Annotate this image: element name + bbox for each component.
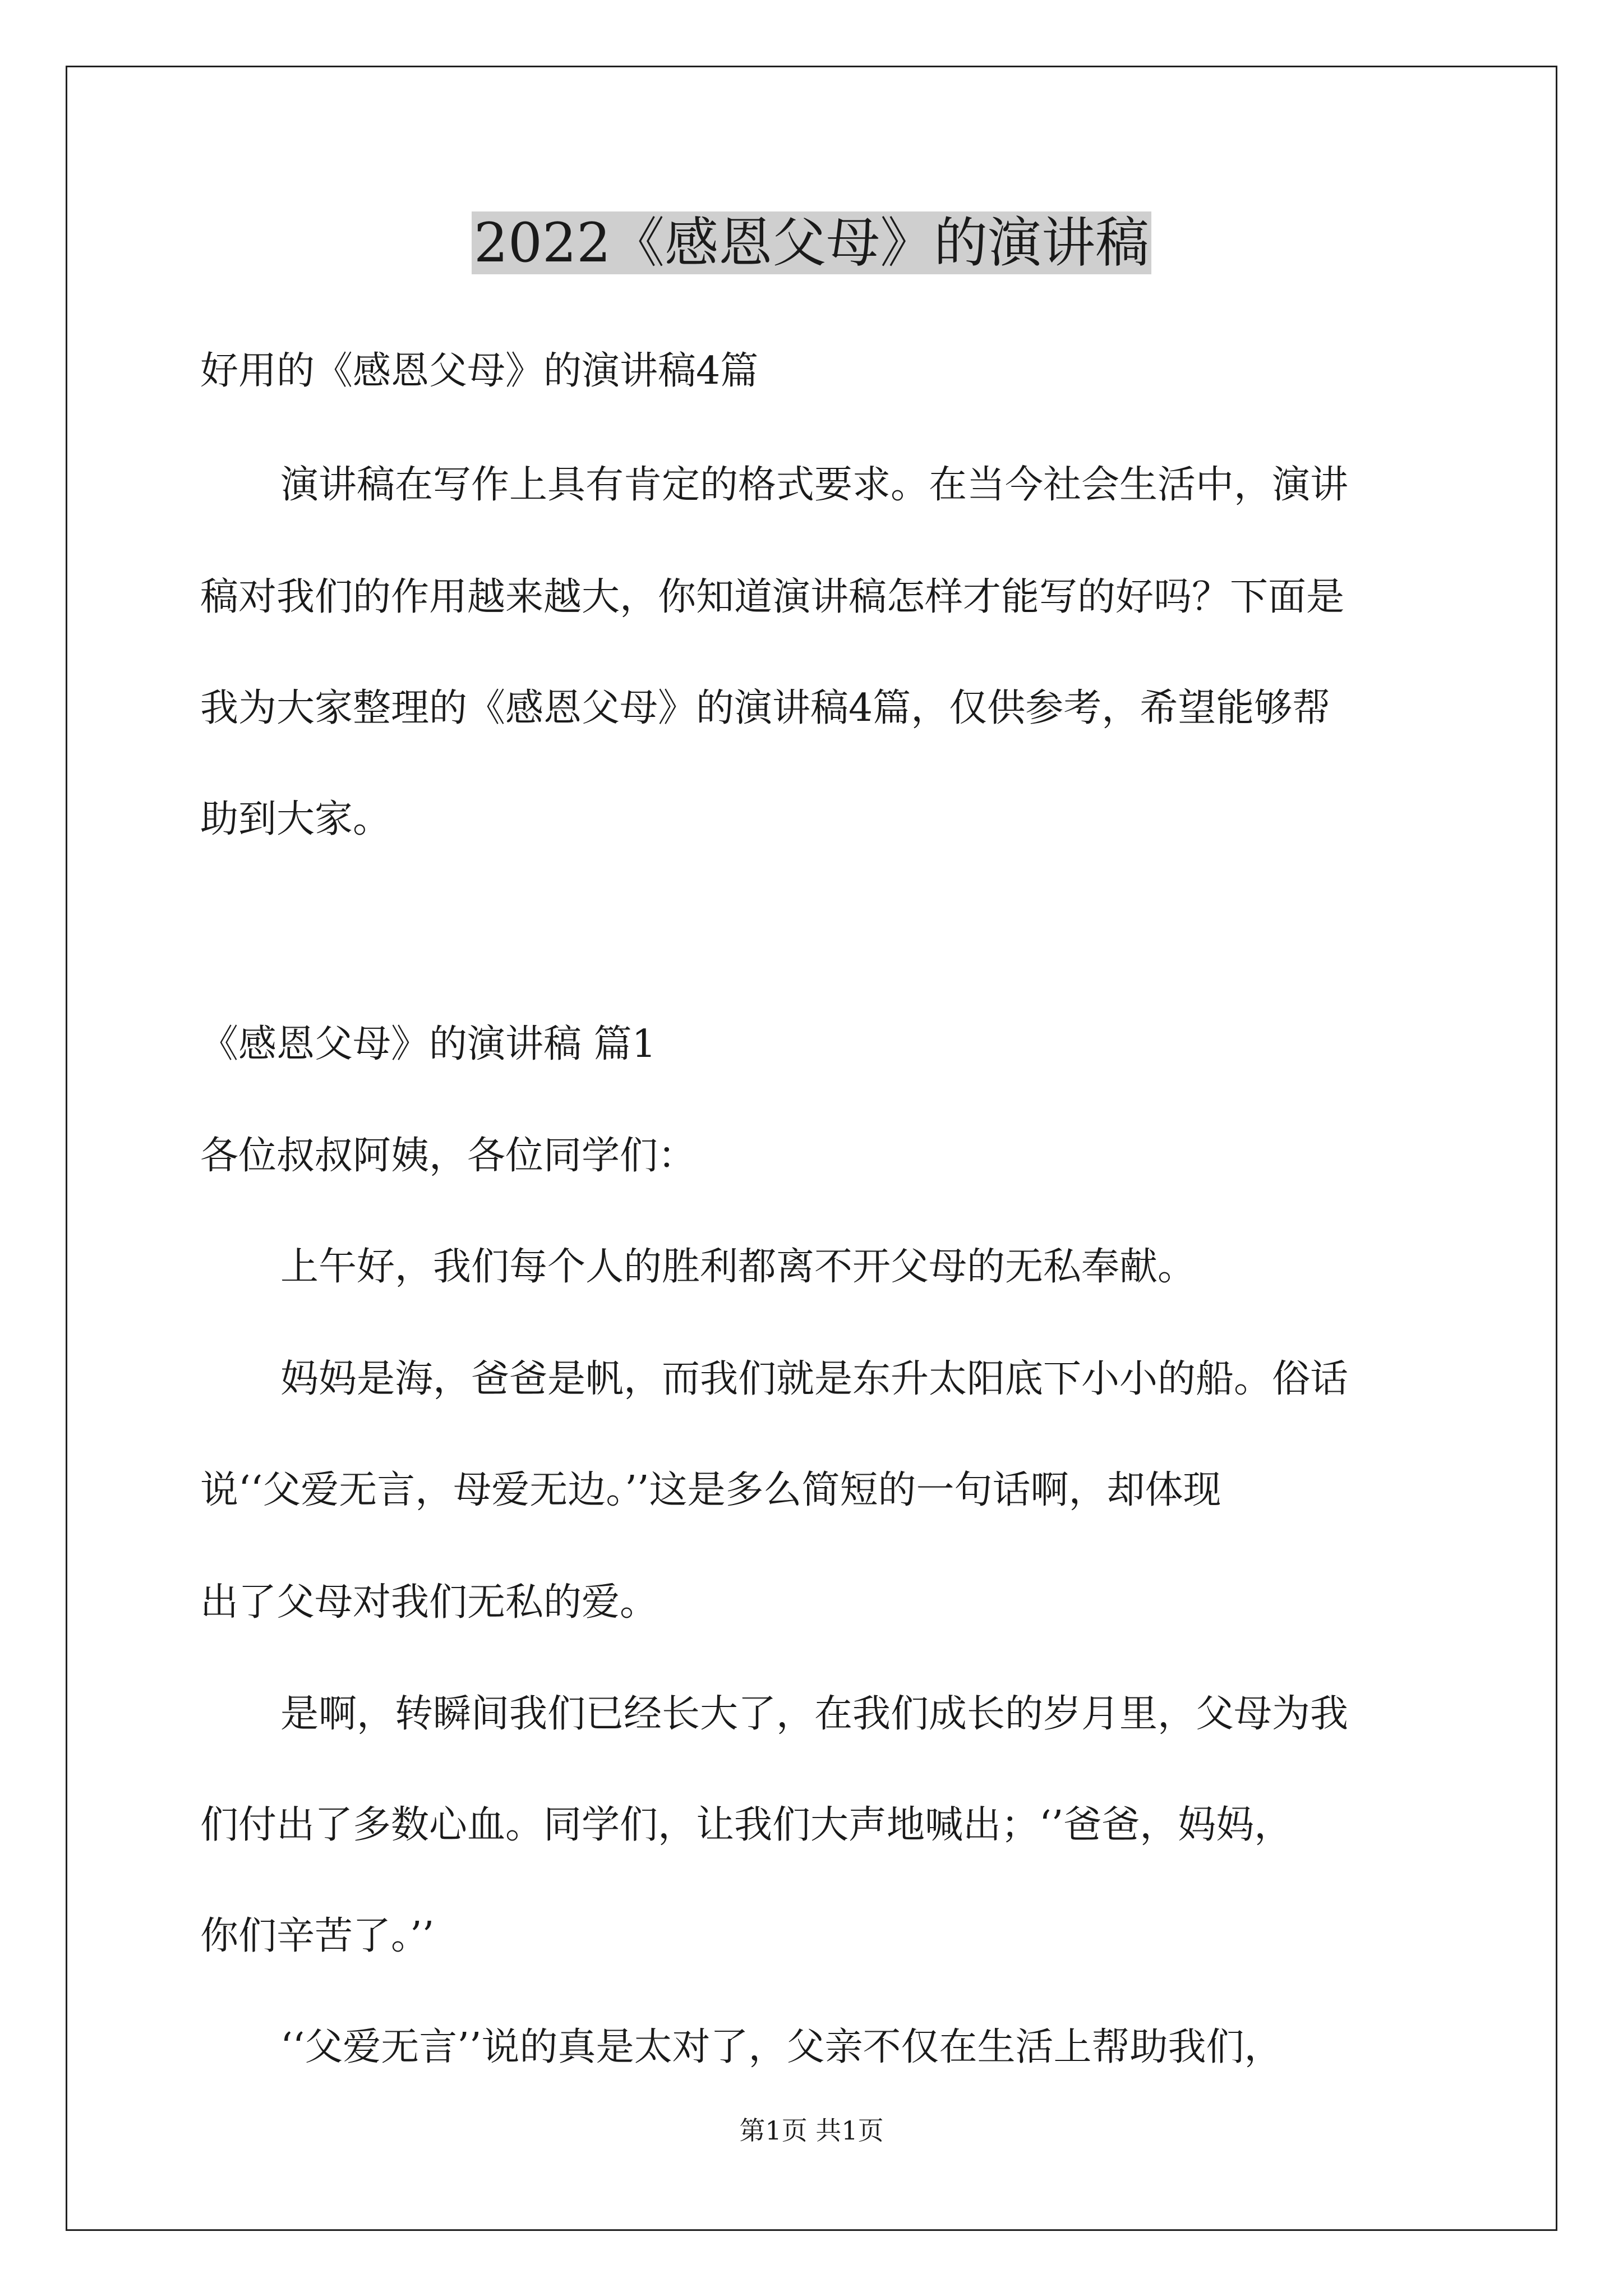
page-footer: 第1页 共1页 [739, 2115, 884, 2146]
paragraph-line: 你们辛苦了。’’ [200, 1914, 435, 1958]
paragraph-line: 出了父母对我们无私的爱。 [200, 1580, 658, 1625]
salutation: 各位叔叔阿姨，各位同学们： [200, 1134, 697, 1178]
intro-line: 助到大家。 [200, 797, 391, 841]
document-title [0, 201, 1623, 285]
document-subtitle: 好用的《感恩父母》的演讲稿4篇 [200, 349, 759, 393]
section-heading: 《感恩父母》的演讲稿 篇1 [200, 1022, 656, 1066]
paragraph-line: 是啊，转瞬间我们已经长大了，在我们成长的岁月里，父母为我 [280, 1692, 1349, 1736]
paragraph-line: 说‘‘父爱无言，母爱无边。’’这是多么简短的一句话啊，却体现 [200, 1468, 1221, 1512]
paragraph-line: 们付出了多数心血。同学们，让我们大声地喊出；‘’爸爸，妈妈， [200, 1803, 1293, 1847]
paragraph-line: 妈妈是海，爸爸是帆，而我们就是东升太阳底下小小的船。俗话 [280, 1357, 1349, 1401]
intro-line: 稿对我们的作用越来越大，你知道演讲稿怎样才能写的好吗？下面是 [200, 575, 1345, 619]
document-title-text: 2022《感恩父母》的演讲稿 [472, 211, 1151, 274]
paragraph-line: ‘‘父爱无言’’说的真是太对了，父亲不仅在生活上帮助我们， [280, 2025, 1283, 2069]
intro-line: 我为大家整理的《感恩父母》的演讲稿4篇，仅供参考，希望能够帮 [200, 686, 1331, 730]
paragraph-line: 上午好，我们每个人的胜利都离不开父母的无私奉献。 [280, 1245, 1196, 1289]
intro-line: 演讲稿在写作上具有肯定的格式要求。在当今社会生活中，演讲 [280, 463, 1349, 507]
